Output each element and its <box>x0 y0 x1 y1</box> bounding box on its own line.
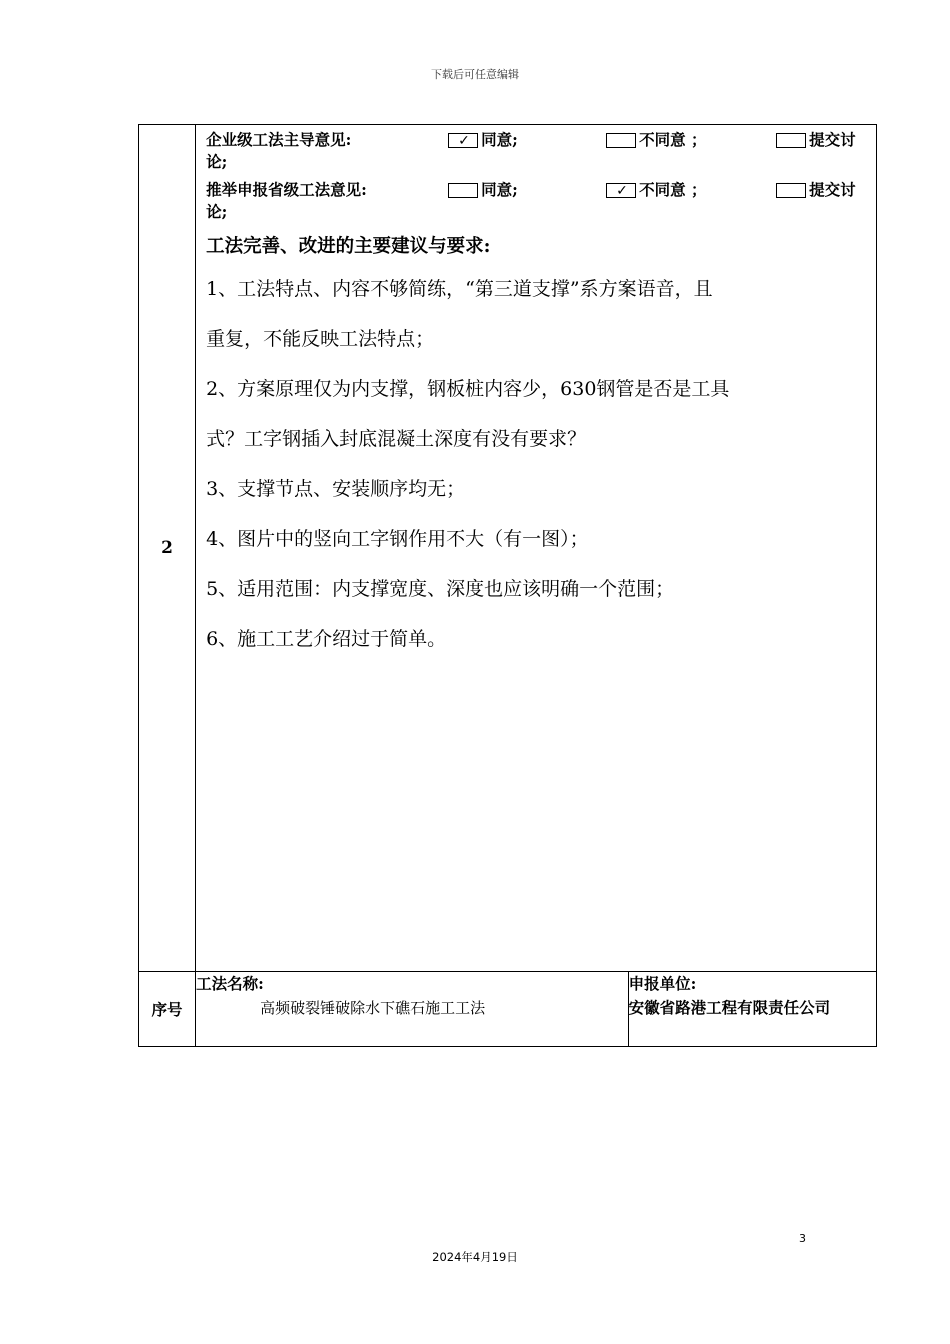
review-content-cell <box>196 125 877 972</box>
suggestion-line: 重复，不能反映工法特点； <box>206 328 435 350</box>
enterprise-option-discuss[interactable]: 提交讨 <box>776 129 856 151</box>
enterprise-option-disagree[interactable]: 不同意 ； <box>606 129 776 151</box>
seq-number: 2 <box>139 125 196 972</box>
provincial-opinion-wrap: 论; <box>206 202 228 221</box>
method-name-label: 工法名称: <box>196 974 264 993</box>
page-header: 下载后可任意编辑 <box>431 68 519 81</box>
checkbox-checked[interactable] <box>606 183 636 198</box>
suggestion-line: 5、适用范围：内支撑宽度、深度也应该明确一个范围； <box>206 578 675 600</box>
method-name-cell <box>196 972 629 1047</box>
unit-label: 申报单位: <box>628 974 697 993</box>
footer-date: 2024年4月19日 <box>432 1250 518 1264</box>
suggestion-line: 4、图片中的竖向工字钢作用不大（有一图）； <box>206 528 589 550</box>
enterprise-opinion-wrap: 论; <box>206 152 228 171</box>
suggestions-list <box>206 264 868 664</box>
checkbox[interactable] <box>606 133 636 148</box>
unit-name: 安徽省路港工程有限责任公司 <box>628 998 831 1017</box>
suggestion-line: 1、工法特点、内容不够简练，“第三道支撑”系方案语音，且 <box>206 278 713 300</box>
suggestion-line: 6、施工工艺介绍过于简单。 <box>206 628 447 650</box>
review-table <box>138 124 877 1047</box>
review-row <box>139 125 877 972</box>
seq-label: 序号 <box>139 972 196 1047</box>
provincial-option-agree[interactable]: 同意; <box>448 179 606 201</box>
suggestion-line: 2、方案原理仅为内支撑，钢板桩内容少，630钢管是否是工具 <box>206 378 730 400</box>
provincial-option-discuss[interactable]: 提交讨 <box>776 179 856 201</box>
checkbox-checked[interactable] <box>448 133 478 148</box>
checkbox[interactable] <box>776 183 806 198</box>
checkbox[interactable] <box>776 133 806 148</box>
info-row <box>139 972 877 1047</box>
check-icon: ✓ <box>458 132 470 149</box>
suggestions-title: 工法完善、改进的主要建议与要求: <box>206 236 491 257</box>
suggestion-line: 式？工字钢插入封底混凝土深度有没有要求？ <box>206 428 587 450</box>
provincial-opinion <box>206 178 868 224</box>
enterprise-opinion-label: 企业级工法主导意见: <box>206 130 352 149</box>
checkbox[interactable] <box>448 183 478 198</box>
suggestion-line: 3、支撑节点、安装顺序均无； <box>206 478 466 500</box>
method-name: 高频破裂锤破除水下礁石施工工法 <box>260 999 486 1017</box>
enterprise-option-agree[interactable]: ✓ 同意; <box>448 129 606 151</box>
provincial-opinion-label: 推举申报省级工法意见: <box>206 180 367 199</box>
enterprise-opinion <box>206 128 868 174</box>
provincial-option-disagree[interactable]: ✓ 不同意 ； <box>606 179 776 201</box>
page-number: 3 <box>799 1232 806 1245</box>
check-icon: ✓ <box>616 182 628 199</box>
unit-cell <box>628 972 876 1047</box>
